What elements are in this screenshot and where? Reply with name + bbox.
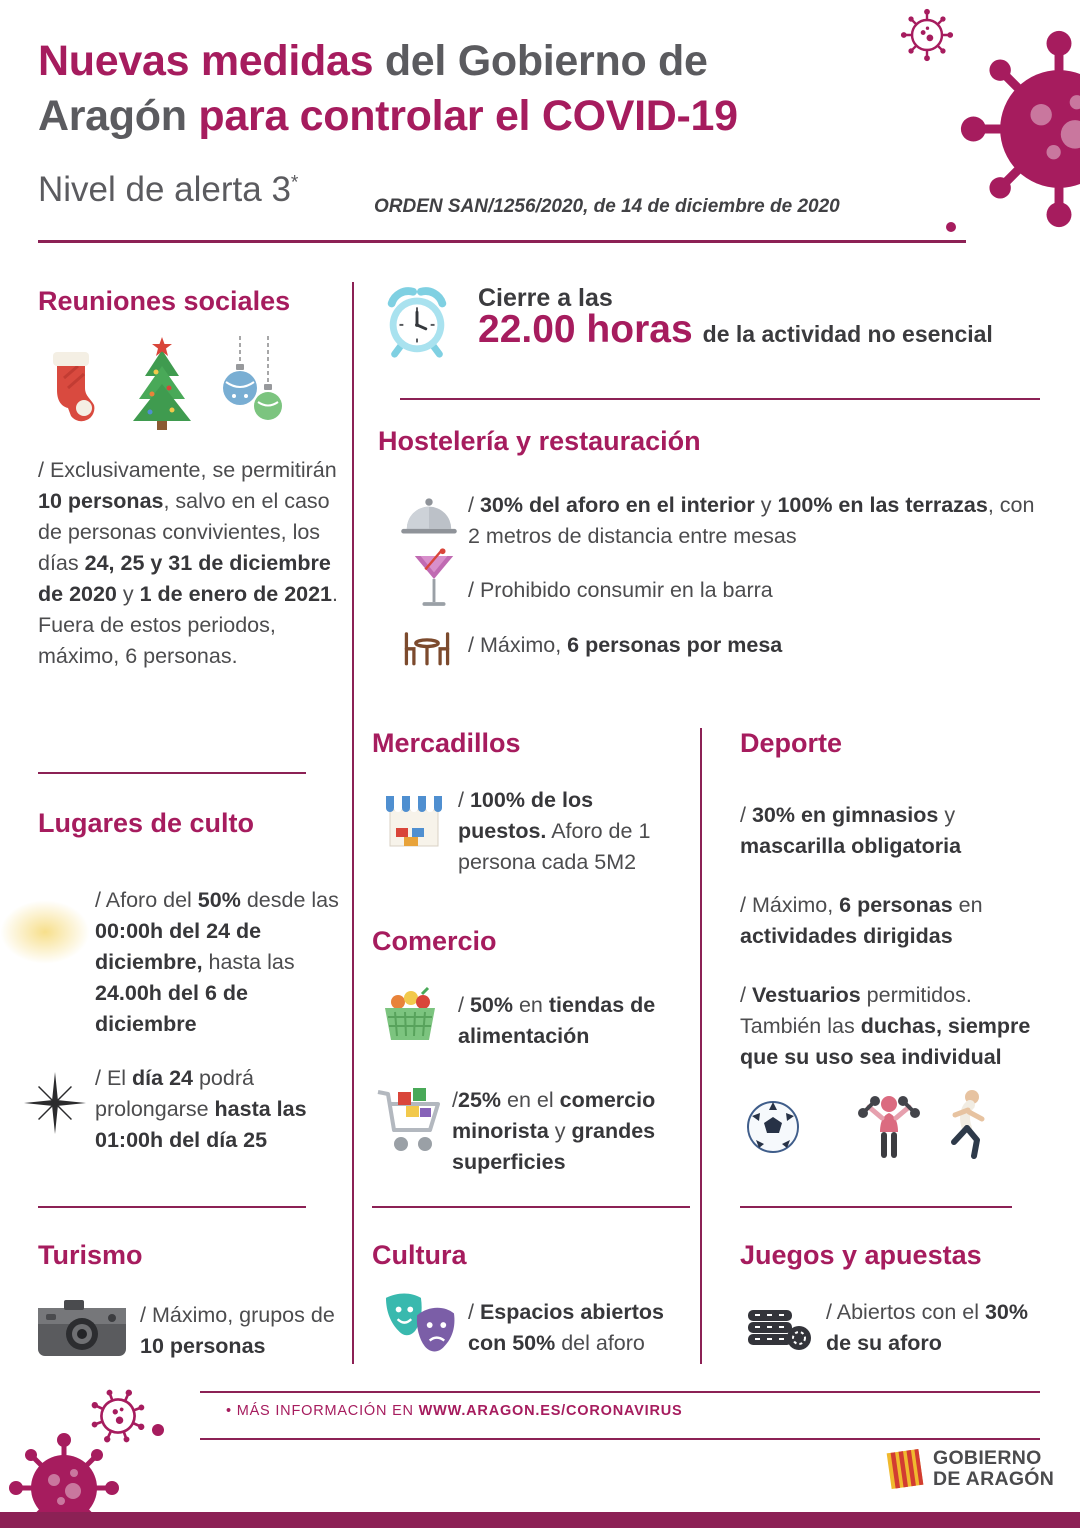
christmas-stocking-icon bbox=[42, 344, 100, 429]
section-heading-cultura: Cultura bbox=[372, 1240, 467, 1270]
candle-glow-icon bbox=[0, 900, 90, 964]
curfew-intro: Cierre a las bbox=[478, 284, 613, 312]
divider bbox=[38, 1206, 306, 1208]
reuniones-text: / Exclusivamente, se permitirán 10 personas, salvo en el caso de personas convivientes, los días 24, 25 y 31 de diciembre de 2020 y 1 de enero de 2021. Fuera de estos periodos, máximo, 6 personas. bbox=[38, 458, 339, 668]
section-heading-deporte: Deporte bbox=[740, 728, 843, 758]
deporte-item-2: / Máximo, 6 personas en actividades dirigidas bbox=[740, 893, 983, 948]
comercio-item-1: / 50% en tiendas de alimentación bbox=[458, 993, 656, 1048]
cloche-icon bbox=[398, 490, 460, 545]
hosteleria-item-2: / Prohibido consumir en la barra bbox=[468, 578, 773, 602]
alert-text: Nivel de alerta 3 bbox=[38, 170, 291, 209]
hosteleria-item-1: / 30% del aforo en el interior y 100% en las terrazas, con 2 metros de distancia entre mesas bbox=[468, 493, 1035, 548]
market-stall-icon bbox=[382, 792, 446, 857]
shopping-cart-icon bbox=[374, 1082, 446, 1163]
section-heading-turismo: Turismo bbox=[38, 1240, 143, 1270]
divider bbox=[740, 1206, 1012, 1208]
section-heading-mercadillos: Mercadillos bbox=[372, 728, 521, 758]
soccer-ball-icon bbox=[746, 1100, 800, 1159]
comercio-item-2: /25% en el comercio minorista y grandes superficies bbox=[452, 1088, 656, 1174]
dumbbell-person-icon bbox=[856, 1092, 922, 1169]
divider bbox=[200, 1391, 1040, 1393]
divider bbox=[400, 398, 1040, 400]
alarm-clock-icon bbox=[378, 282, 456, 365]
divider bbox=[38, 772, 306, 774]
culto-item-1: / Aforo del 50% desde las 00:00h del 24 de diciembre, hasta las 24.00h del 6 de diciembre bbox=[95, 888, 339, 1036]
divider bbox=[200, 1438, 1040, 1440]
divider bbox=[352, 282, 354, 1364]
footer-info: • MÁS INFORMACIÓN EN WWW.ARAGON.ES/CORONAVIRUS bbox=[226, 1403, 683, 1419]
page-title bbox=[38, 34, 738, 144]
divider bbox=[700, 728, 702, 1364]
mercadillos-item-1: / 100% de los puestos. Aforo de 1 persona cada 5M2 bbox=[458, 788, 651, 874]
title-line-1: Nuevas medidas del Gobierno de bbox=[38, 37, 708, 85]
section-heading-reuniones: Reuniones sociales bbox=[38, 286, 291, 316]
table-chairs-icon bbox=[398, 624, 456, 673]
virus-icon bbox=[952, 22, 1080, 236]
section-heading-juegos: Juegos y apuestas bbox=[740, 1240, 982, 1270]
order-reference: ORDEN SAN/1256/2020, de 14 de diciembre de 2020 bbox=[374, 196, 840, 217]
section-heading-comercio: Comercio bbox=[372, 926, 497, 956]
section-heading-culto: Lugares de culto bbox=[38, 808, 255, 838]
cocktail-icon bbox=[410, 548, 458, 617]
curfew-time: 22.00 horas bbox=[478, 308, 693, 351]
sparkle-star-icon bbox=[24, 1072, 86, 1139]
juegos-item-1: / Abiertos con el 30% de su aforo bbox=[826, 1300, 1028, 1355]
logo-line-1: GOBIERNO bbox=[933, 1447, 1042, 1469]
curfew-rest: de la actividad no esencial bbox=[702, 321, 993, 347]
cultura-item-1: / Espacios abiertos con 50% del aforo bbox=[468, 1300, 664, 1355]
hosteleria-item-3: / Máximo, 6 personas por mesa bbox=[468, 633, 783, 657]
alert-level bbox=[38, 170, 298, 210]
alert-asterisk: * bbox=[290, 172, 299, 194]
food-basket-icon bbox=[378, 986, 442, 1051]
divider bbox=[372, 1206, 690, 1208]
bottom-bar bbox=[0, 1512, 1080, 1528]
aragon-flag-icon bbox=[884, 1446, 926, 1492]
gobierno-aragon-logo bbox=[884, 1446, 1054, 1492]
runner-icon bbox=[942, 1088, 994, 1169]
culto-item-2: / El día 24 podrá prolongarse hasta las 01:00h del día 25 bbox=[95, 1066, 307, 1152]
section-heading-hosteleria: Hostelería y restauración bbox=[378, 426, 701, 456]
title-line-2: Aragón para controlar el COVID-19 bbox=[38, 92, 738, 140]
christmas-tree-icon bbox=[122, 336, 202, 436]
turismo-item-1: / Máximo, grupos de 10 personas bbox=[140, 1303, 335, 1358]
logo-text bbox=[933, 1448, 1054, 1490]
virus-dot bbox=[152, 1424, 164, 1436]
theater-masks-icon bbox=[380, 1292, 458, 1365]
virus-icon bbox=[898, 6, 956, 64]
deporte-item-1: / 30% en gimnasios y mascarilla obligatoria bbox=[740, 803, 962, 858]
divider bbox=[38, 240, 966, 243]
virus-dot bbox=[946, 222, 956, 232]
curfew-time-line bbox=[478, 308, 993, 352]
deporte-item-3: / Vestuarios permitidos. También las duchas, siempre que su uso sea individual bbox=[740, 983, 1031, 1069]
poker-chips-icon bbox=[746, 1292, 812, 1359]
logo-line-2: DE ARAGÓN bbox=[933, 1468, 1055, 1490]
camera-icon bbox=[36, 1296, 128, 1365]
ornaments-icon bbox=[218, 336, 290, 436]
